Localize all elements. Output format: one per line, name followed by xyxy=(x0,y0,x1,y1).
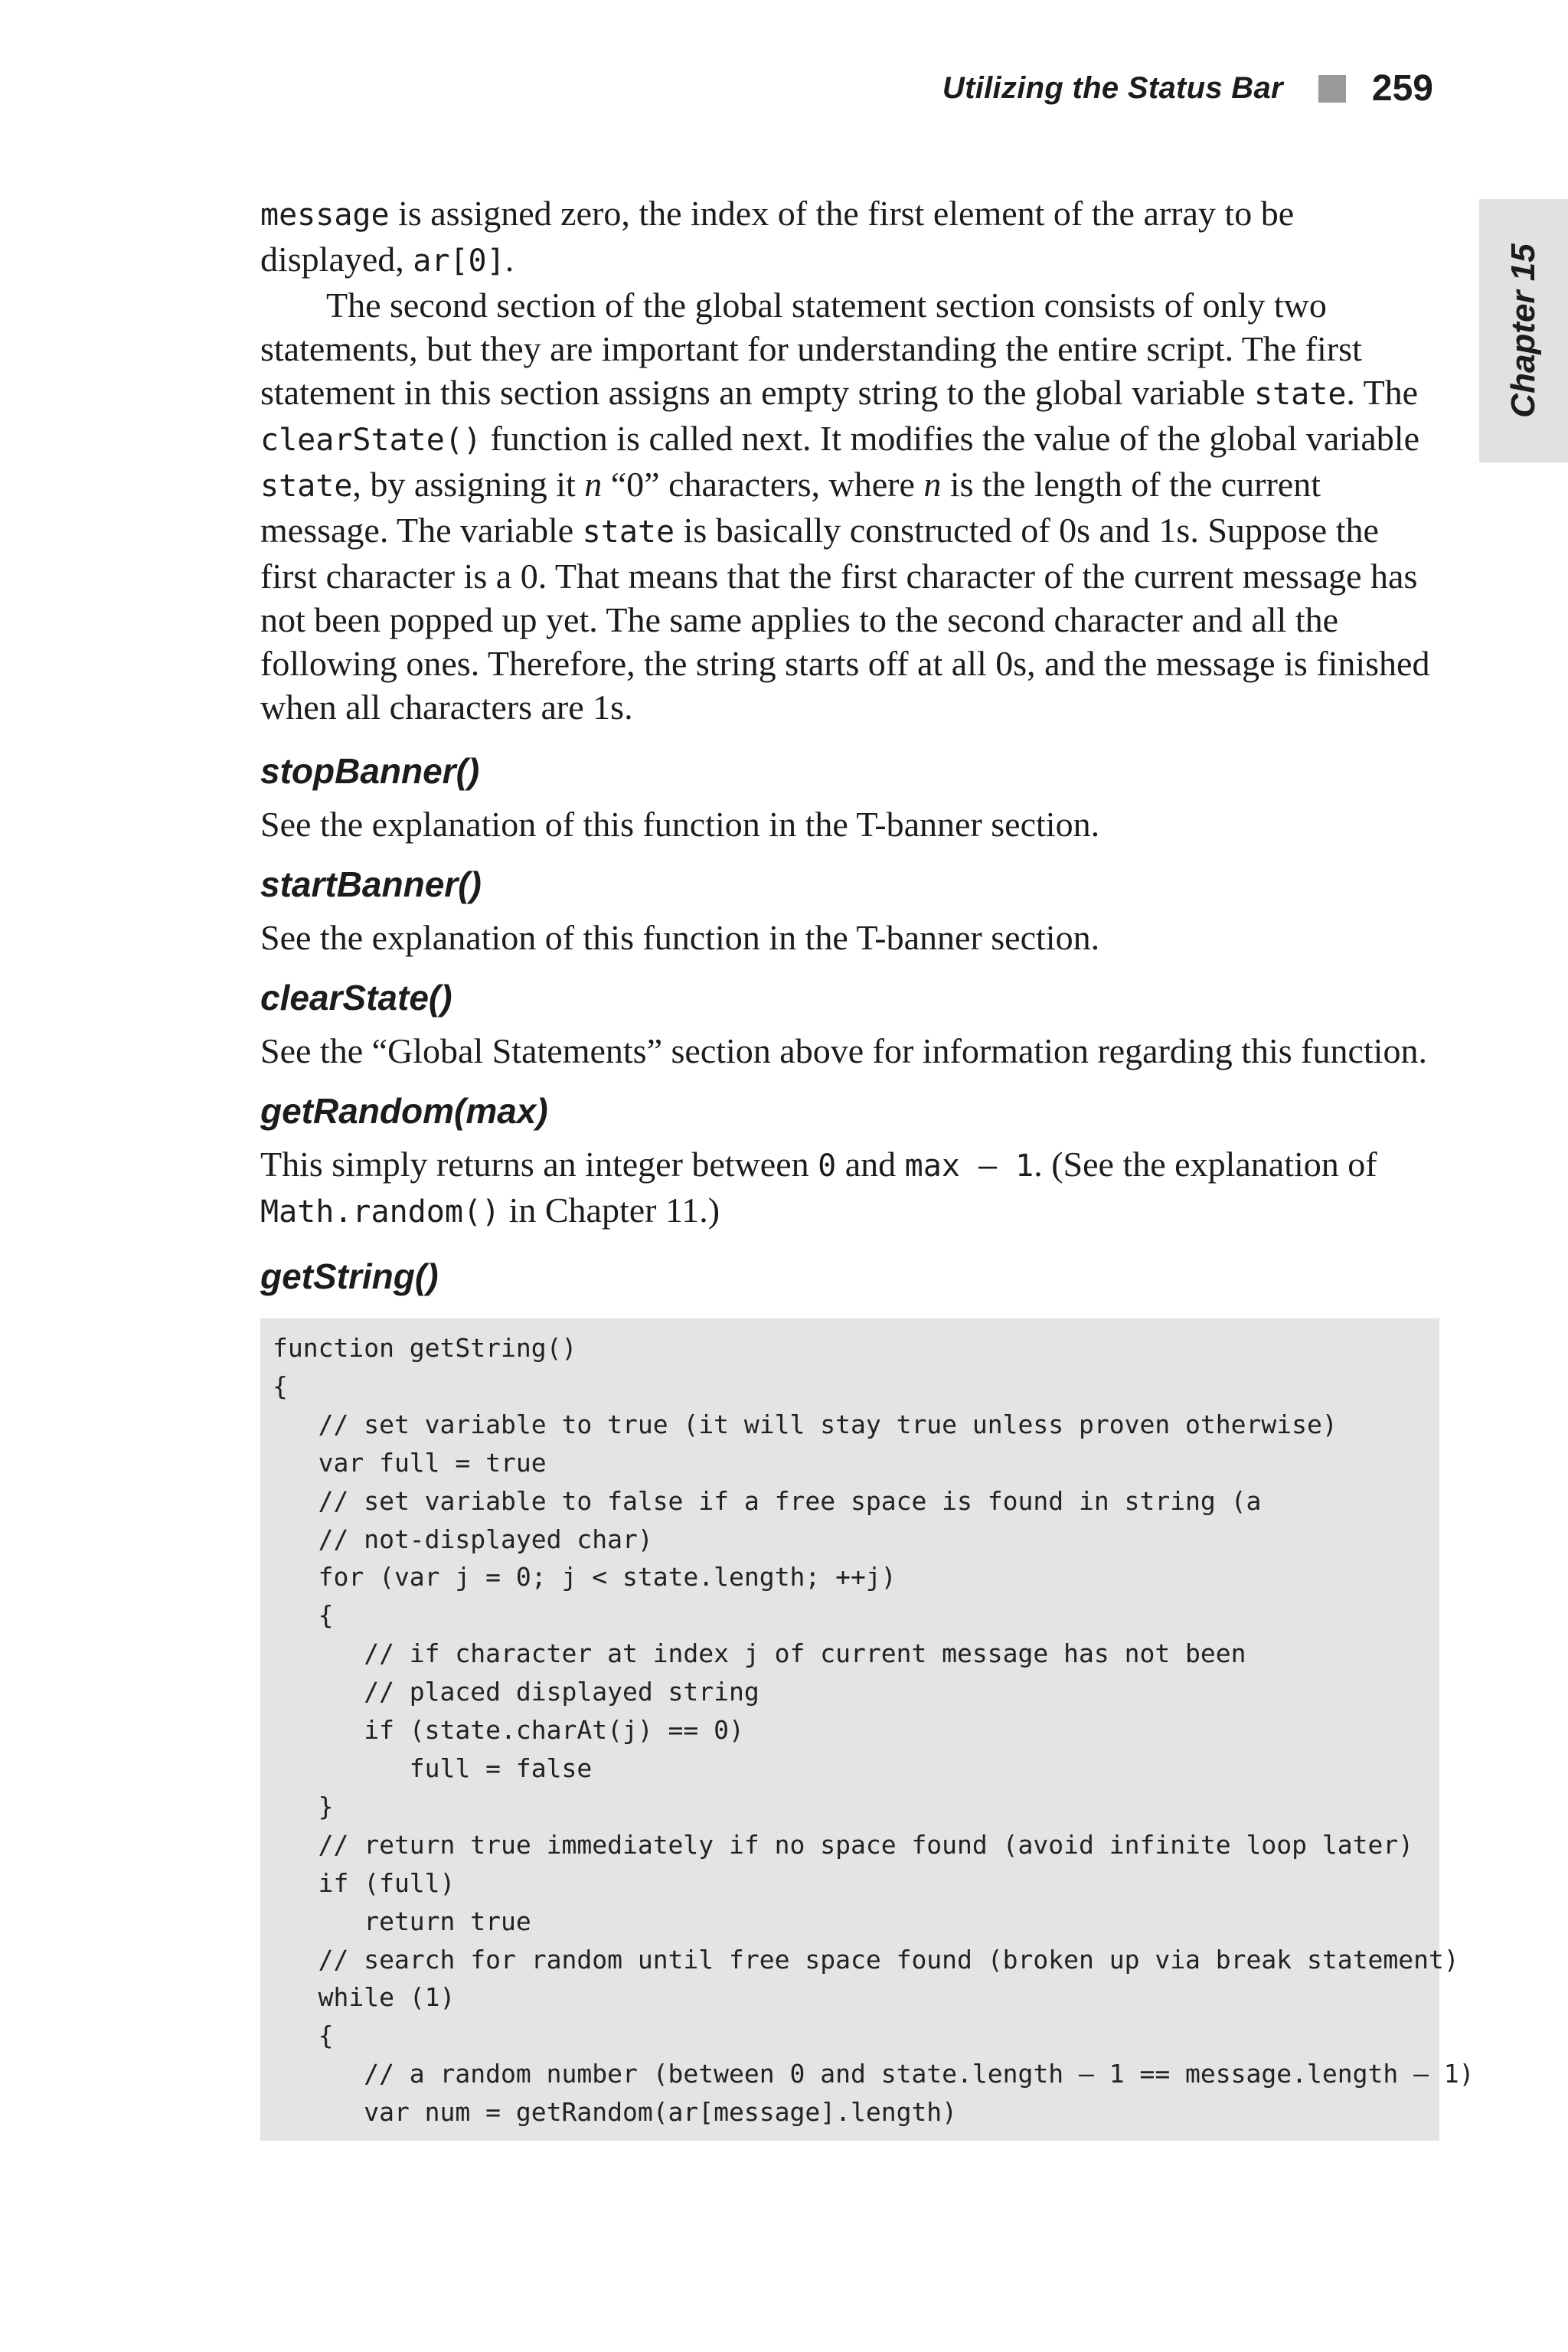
inline-code: Math.random() xyxy=(260,1194,501,1230)
text-run: . (See the explanation of xyxy=(1034,1145,1377,1184)
code-line: if (state.charAt(j) == 0) xyxy=(273,1715,744,1746)
code-line: full = false xyxy=(273,1753,593,1783)
text-run: is assigned zero, the index of the first element of the array to be displayed, xyxy=(260,194,1295,279)
code-line: return true xyxy=(273,1906,531,1936)
code-line: // a random number (between 0 and state.length – 1 == message.length – 1) xyxy=(273,2059,1475,2089)
heading-start-banner: startBanner() xyxy=(260,864,482,904)
chapter-tab-label: Chapter 15 xyxy=(1504,243,1542,418)
code-line: // return true immediately if no space found (avoid infinite loop later) xyxy=(273,1829,1414,1860)
code-line: { xyxy=(273,2020,334,2051)
code-line: { xyxy=(273,1370,288,1401)
paragraph-stop-banner: See the explanation of this function in the T-banner section. xyxy=(260,805,1100,844)
code-line: if (full) xyxy=(273,1867,456,1898)
running-head xyxy=(942,67,1433,109)
code-line: } xyxy=(273,1791,334,1821)
text-run: is basically constructed of 0s and 1s. Suppose the first character is a 0. That means that the first character of the current message has not been popped up yet. The same applies to the second character and all the following ones. Therefore, the string starts off at all 0s, and the message is finished when all characters are 1s. xyxy=(260,511,1430,727)
code-line: while (1) xyxy=(273,1982,456,2013)
inline-code: state xyxy=(582,514,675,550)
heading-clear-state: clearState() xyxy=(260,978,452,1018)
paragraph-global-statements xyxy=(260,283,1439,729)
italic-variable: n xyxy=(923,465,942,504)
text-run: . xyxy=(505,240,514,279)
text-run: function is called next. It modifies the value of the global variable xyxy=(481,419,1419,458)
code-line: // set variable to false if a free space is found in string (a xyxy=(273,1485,1262,1516)
code-line: for (var j = 0; j < state.length; ++j) xyxy=(273,1562,897,1592)
heading-stop-banner: stopBanner() xyxy=(260,751,480,791)
text-run: in Chapter 11.) xyxy=(500,1191,720,1230)
paragraph-message-index xyxy=(260,191,1439,283)
page-content xyxy=(260,191,1475,2141)
inline-code: 0 xyxy=(818,1148,837,1184)
page-number: 259 xyxy=(1371,68,1433,109)
code-line: var num = getRandom(ar[message].length) xyxy=(273,2097,958,2128)
code-listing xyxy=(260,1318,1475,2141)
inline-code: ar[0] xyxy=(413,243,505,279)
chapter-tab xyxy=(1479,199,1568,462)
text-run: . The xyxy=(1346,373,1419,412)
code-line: { xyxy=(273,1600,334,1631)
text-run: , by assigning it xyxy=(352,465,585,504)
paragraph-clear-state: See the “Global Statements” section above for information regarding this function. xyxy=(260,1031,1427,1070)
header-square-ornament xyxy=(1318,75,1346,103)
inline-code: state xyxy=(1253,377,1347,412)
code-line: // search for random until free space found (broken up via break statement) xyxy=(273,1944,1459,1975)
heading-get-string: getString() xyxy=(260,1256,439,1296)
code-line: var full = true xyxy=(273,1447,547,1478)
text-run: and xyxy=(836,1145,905,1184)
code-line: // if character at index j of current message has not been xyxy=(273,1638,1246,1669)
inline-code: max – 1 xyxy=(904,1148,1034,1184)
italic-variable: n xyxy=(584,465,603,504)
text-run: The second section of the global statement section consists of only two statements, but they are important for understanding the entire script. The first statement in this section assigns an empty string to the global variable xyxy=(260,286,1362,412)
code-line: // placed displayed string xyxy=(273,1677,760,1707)
code-line: // not-displayed char) xyxy=(273,1524,653,1554)
text-run: This simply returns an integer between xyxy=(260,1145,818,1184)
inline-code: message xyxy=(260,198,390,233)
paragraph-get-random xyxy=(260,1142,1439,1234)
paragraph-start-banner: See the explanation of this function in the T-banner section. xyxy=(260,918,1100,957)
code-line: function getString() xyxy=(273,1333,577,1363)
running-title: Utilizing the Status Bar xyxy=(942,71,1283,105)
code-line: // set variable to true (it will stay true unless proven otherwise) xyxy=(273,1409,1338,1439)
inline-code: clearState() xyxy=(260,423,482,458)
inline-code: state xyxy=(260,469,353,504)
text-run: is the length of the current message. The variable xyxy=(260,465,1321,550)
text-run: “0” characters, where xyxy=(602,465,924,504)
heading-get-random: getRandom(max) xyxy=(260,1091,548,1131)
